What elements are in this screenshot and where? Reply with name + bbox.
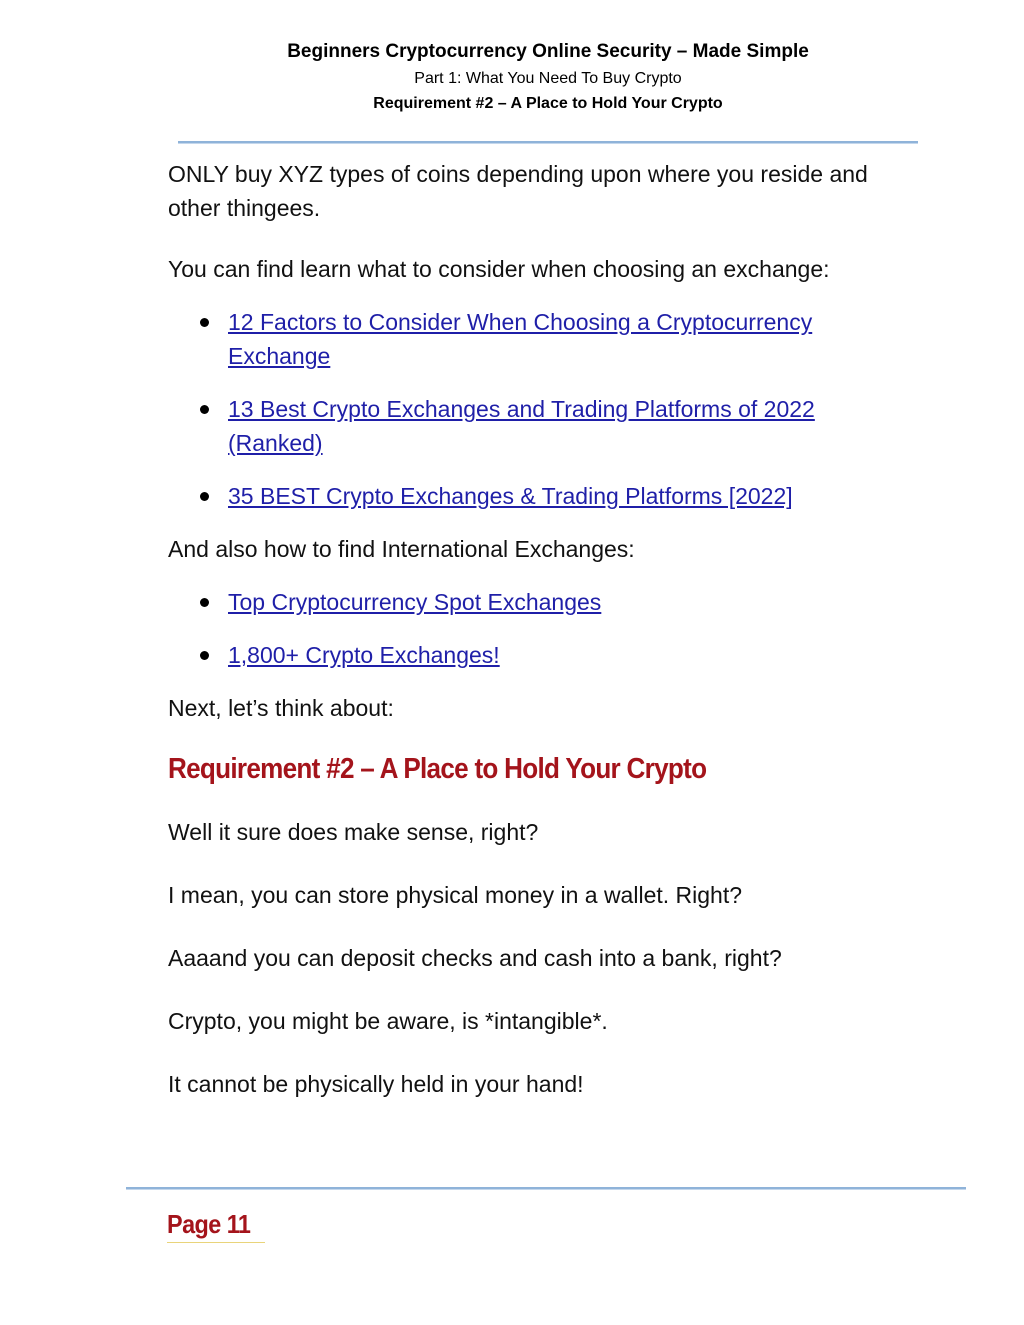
footer-divider: [126, 1187, 966, 1190]
link-13-best[interactable]: 13 Best Crypto Exchanges and Trading Platforms of 2022 (Ranked): [228, 396, 815, 456]
paragraph-next: Next, let’s think about:: [168, 695, 394, 721]
page-number-underline: [167, 1242, 265, 1243]
bullet-icon: [200, 405, 209, 414]
page-content: [168, 157, 908, 1130]
list-item: [168, 479, 908, 513]
international-links-list: [168, 585, 908, 672]
list-item: [168, 638, 908, 672]
section-heading: Requirement #2 – A Place to Hold Your Crypto: [168, 753, 707, 785]
document-part: Part 1: What You Need To Buy Crypto: [414, 70, 682, 87]
paragraph-exchange-intro: You can find learn what to consider when choosing an exchange:: [168, 256, 830, 282]
bullet-icon: [200, 651, 209, 660]
bullet-icon: [200, 492, 209, 501]
paragraph-international-intro: And also how to find International Exchanges:: [168, 536, 635, 562]
list-item: [168, 585, 908, 619]
list-item: [168, 305, 908, 373]
section-subtitle: Requirement #2 – A Place to Hold Your Crypto: [373, 95, 723, 112]
paragraph-intangible: Crypto, you might be aware, is *intangible*.: [168, 1008, 608, 1034]
paragraph-hand: It cannot be physically held in your hand!: [168, 1071, 584, 1097]
bullet-icon: [200, 318, 209, 327]
link-1800-exchanges[interactable]: 1,800+ Crypto Exchanges!: [228, 642, 500, 668]
paragraph-coins: ONLY buy XYZ types of coins depending upon where you reside and other thingees.: [168, 161, 868, 221]
page-number: Page 11: [167, 1209, 251, 1239]
page-footer: [167, 1209, 260, 1240]
header-divider: [178, 141, 918, 144]
paragraph-sense: Well it sure does make sense, right?: [168, 819, 539, 845]
page-header: [0, 0, 1024, 160]
link-12-factors[interactable]: 12 Factors to Consider When Choosing a Cryptocurrency Exchange: [228, 309, 813, 369]
document-title: Beginners Cryptocurrency Online Security – Made Simple: [287, 41, 809, 62]
link-35-best[interactable]: 35 BEST Crypto Exchanges & Trading Platforms [2022]: [228, 483, 793, 509]
link-top-spot-exchanges[interactable]: Top Cryptocurrency Spot Exchanges: [228, 589, 602, 615]
exchange-links-list: [168, 305, 908, 513]
list-item: [168, 392, 908, 460]
paragraph-wallet: I mean, you can store physical money in a wallet. Right?: [168, 882, 743, 908]
bullet-icon: [200, 598, 209, 607]
paragraph-bank: Aaaand you can deposit checks and cash into a bank, right?: [168, 945, 782, 971]
